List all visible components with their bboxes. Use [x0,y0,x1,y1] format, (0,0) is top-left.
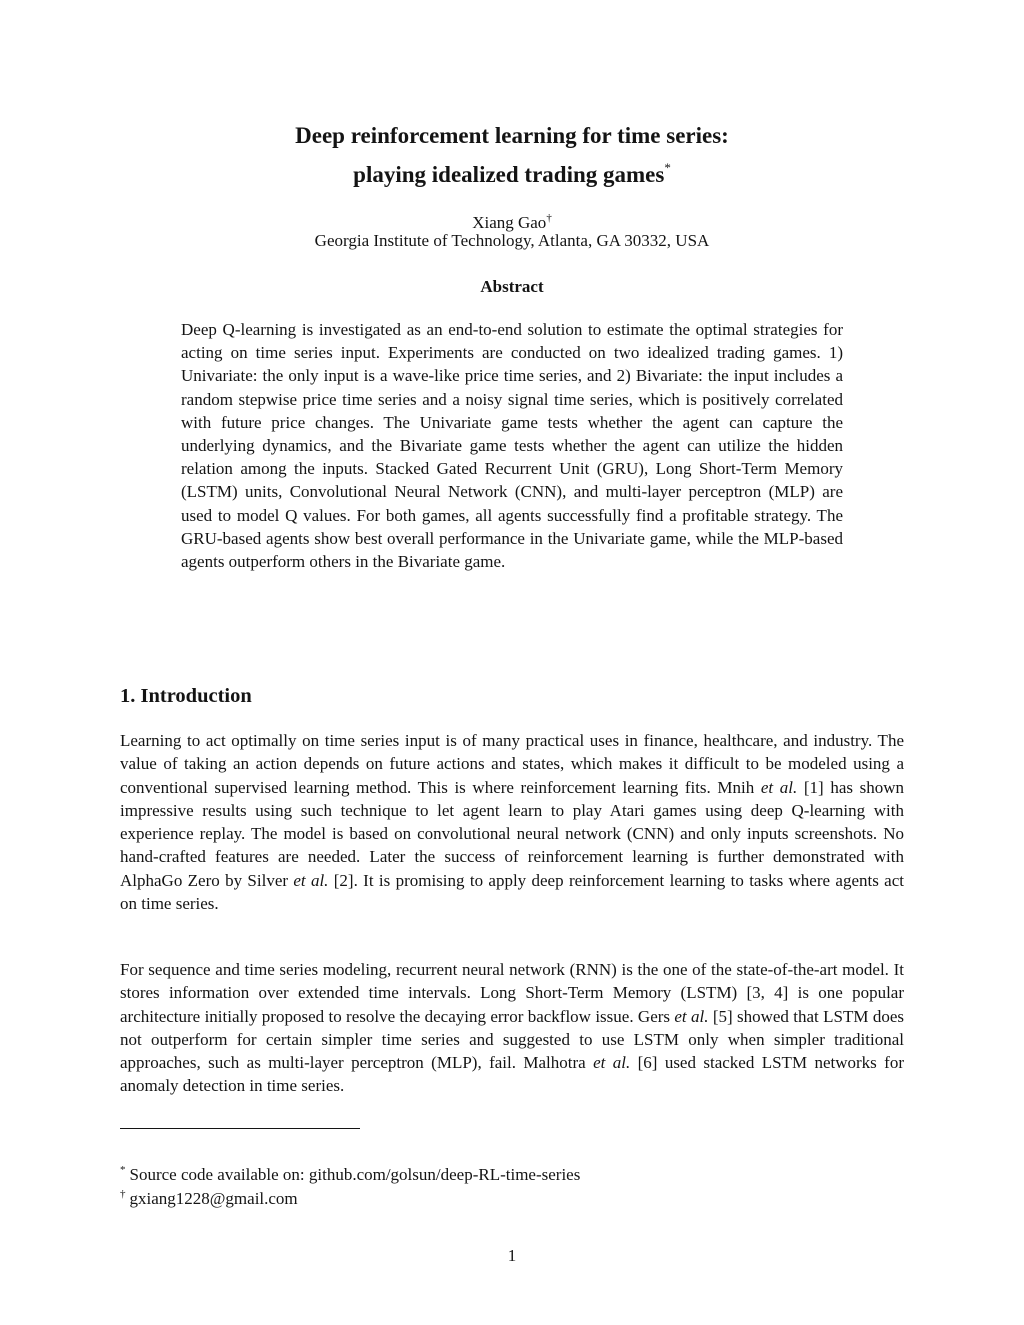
intro-p1-part-1: Learning to act optimally on time series input is of many practical uses in finance, healthcare, and industry. The value of taking an action depends on future actions and states, which makes it difficult to be modeled using a conventional supervised learning method. This is where reinforcement learning fits. Mnih [120,731,904,797]
title-line-1: Deep reinforcement learning for time series: [295,123,729,148]
paper-title [0,120,1024,191]
intro-p1-part-2: [1] has shown impressive results using such technique to let agent learn to play Atari games using deep Q-learning with experience replay. The model is based on convolutional neural network (CNN) and only inputs screenshots. No hand-crafted features are needed. Later the success of reinforcement learning is further demonstrated with AlphaGo Zero by Silver [120,777,904,890]
section-heading-introduction: 1. Introduction [120,685,252,707]
intro-p1-part-3: [2]. It is promising to apply deep reinforcement learning to tasks where agents act on time series. [120,870,904,914]
intro-p2-part-2: [5] showed that LSTM does not outperform for certain simpler time series and suggested to use LSTM only when simpler traditional approaches, such as multi-layer perceptron (MLP), fail. Malhotra [120,1006,904,1073]
intro-paragraph-2 [120,958,904,1098]
footnote-2 [120,1182,298,1211]
abstract-heading: Abstract [480,277,544,296]
footnote-1-mark: * [120,1164,126,1176]
title-line-2-text: playing idealized trading games [353,162,665,187]
page-number: 1 [507,1246,517,1265]
author-footnote-mark: † [546,212,552,224]
footnote-2-text: gxiang1228@gmail.com [129,1189,298,1208]
affiliation: Georgia Institute of Technology, Atlanta, GA 30332, USA [314,231,710,250]
title-footnote-mark: * [664,160,671,175]
title-line-2 [0,152,1024,191]
intro-p1-et-al-1: et al. [760,777,798,797]
footnote-divider [120,1128,360,1129]
footnote-2-mark: † [120,1188,126,1200]
footnote-1-text: Source code available on: github.com/golsun/deep-RL-time-series [129,1165,581,1184]
intro-paragraph-1 [120,729,904,915]
intro-p2-et-al-1: et al. [674,1006,709,1026]
intro-p1-et-al-2: et al. [293,870,329,890]
author-name: Xiang Gao [472,213,547,232]
intro-p2-et-al-2: et al. [593,1053,631,1073]
intro-p2-part-1: For sequence and time series modeling, recurrent neural network (RNN) is the one of the state-of-the-art model. It stores information over extended time intervals. Long Short-Term Memory (LSTM) [3, 4] is one popular architecture initially proposed to resolve the decaying error backflow issue. Gers [120,960,904,1026]
abstract-text: Deep Q-learning is investigated as an end-to-end solution to estimate the optimal strategies for acting on time series input. Experiments are conducted on two idealized trading games. 1) Univariate: the only input is a wave-like price time series, and 2) Bivariate: the input includes a random stepwise price time series and a noisy signal time series, which is positively correlated with future price changes. The Univariate game tests whether the agent can capture the underlying dynamics, and the Bivariate game tests whether the agent can utilize the hidden relation among the inputs. Stacked Gated Recurrent Unit (GRU), Long Short-Term Memory (LSTM) units, Convolutional Neural Network (CNN), and multi-layer perceptron (MLP) are used to model Q values. For both games, all agents successfully find a profitable strategy. The GRU-based agents show best overall performance in the Univariate game, while the MLP-based agents outperform others in the Bivariate game. [181,320,843,572]
intro-p2-part-3: [6] used stacked LSTM networks for anomaly detection in time series. [120,1053,904,1096]
